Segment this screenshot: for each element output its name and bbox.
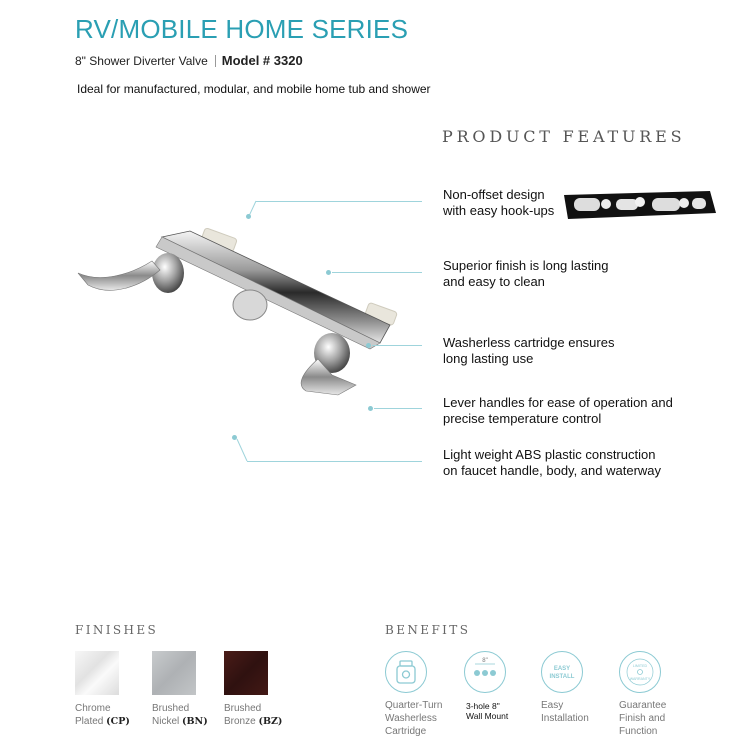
model-number: Model # 3320 — [221, 53, 303, 68]
benefit-line: Function — [619, 726, 658, 737]
benefit-line: Cartridge — [385, 726, 427, 737]
feature-line: with easy hook-ups — [443, 203, 555, 218]
finish-line: Chrome — [75, 703, 111, 714]
finish-line: Brushed — [152, 703, 190, 714]
finish-line: Brushed — [224, 703, 262, 714]
finish-label-chrome — [75, 702, 130, 728]
benefit-line: Washerless — [385, 713, 437, 724]
finishes-heading: FINISHES — [75, 623, 159, 637]
marker-dot-4 — [368, 406, 373, 411]
finish-code: (BZ) — [258, 716, 283, 727]
feature-line: and easy to clean — [443, 274, 545, 289]
leader-line-4 — [374, 408, 422, 409]
benefit-label — [541, 699, 589, 725]
icon-label: EASY — [553, 666, 571, 672]
features-heading: PRODUCT FEATURES — [442, 127, 686, 146]
benefit-line: Easy — [541, 700, 564, 711]
nickel-swatch — [152, 651, 196, 695]
finish-code: (CP) — [106, 716, 130, 727]
benefit-line: 3-hole 8" — [466, 701, 500, 711]
feature-line: Non-offset design — [443, 187, 545, 202]
warranty-icon — [619, 651, 661, 693]
product-subtitle — [75, 53, 303, 68]
benefit-line: Guarantee — [619, 700, 667, 711]
valve-back-image — [560, 189, 720, 221]
marker-dot-1 — [246, 214, 251, 219]
marker-dot-5 — [232, 435, 237, 440]
finish-label-nickel — [152, 702, 208, 728]
benefit-line: Wall Mount — [466, 711, 509, 721]
feature-item — [443, 447, 693, 479]
chrome-swatch — [75, 651, 119, 695]
icon-label: INSTALL — [549, 674, 575, 680]
page-title: RV/MOBILE HOME SERIES — [75, 14, 409, 44]
finish-label-bronze — [224, 702, 282, 728]
benefits-heading: BENEFITS — [385, 623, 471, 637]
three-hole-icon — [464, 651, 506, 693]
benefit-line: Quarter-Turn — [385, 700, 443, 711]
product-name: 8" Shower Diverter Valve — [75, 54, 208, 68]
easy-install-icon — [541, 651, 583, 693]
marker-dot-3 — [366, 343, 371, 348]
feature-line: long lasting use — [443, 351, 534, 366]
feature-item — [443, 258, 693, 290]
feature-line: Light weight ABS plastic construction — [443, 447, 656, 462]
leader-elbow-5 — [232, 437, 250, 463]
benefit-line: Finish and — [619, 713, 666, 724]
benefit-label — [385, 699, 442, 738]
product-description: Ideal for manufactured, modular, and mobile home tub and shower — [77, 82, 431, 96]
finish-line: Plated — [75, 716, 104, 727]
feature-line: Washerless cartridge ensures — [443, 335, 615, 350]
finish-line: Bronze — [224, 716, 256, 727]
marker-dot-2 — [326, 270, 331, 275]
feature-line: on faucet handle, body, and waterway — [443, 463, 662, 478]
benefit-label — [466, 701, 508, 721]
leader-line-2 — [332, 272, 422, 273]
divider — [215, 55, 216, 67]
icon-label: LIMITED — [632, 664, 648, 668]
feature-item — [443, 335, 693, 367]
finish-code: (BN) — [182, 716, 208, 727]
benefit-line: Installation — [541, 713, 589, 724]
feature-line: Superior finish is long lasting — [443, 258, 609, 273]
finish-line: Nickel — [152, 716, 180, 727]
leader-line-5 — [247, 461, 422, 462]
bronze-swatch — [224, 651, 268, 695]
feature-line: precise temperature control — [443, 411, 602, 426]
icon-label: 8" — [482, 658, 488, 664]
leader-line-1 — [256, 201, 422, 202]
shower-valve-image — [70, 225, 400, 415]
leader-line-3 — [372, 345, 422, 346]
feature-item — [443, 395, 693, 427]
benefit-label — [619, 699, 666, 738]
feature-line: Lever handles for ease of operation and — [443, 395, 673, 410]
icon-label: WARRANTY — [629, 677, 651, 681]
cartridge-icon — [385, 651, 427, 693]
